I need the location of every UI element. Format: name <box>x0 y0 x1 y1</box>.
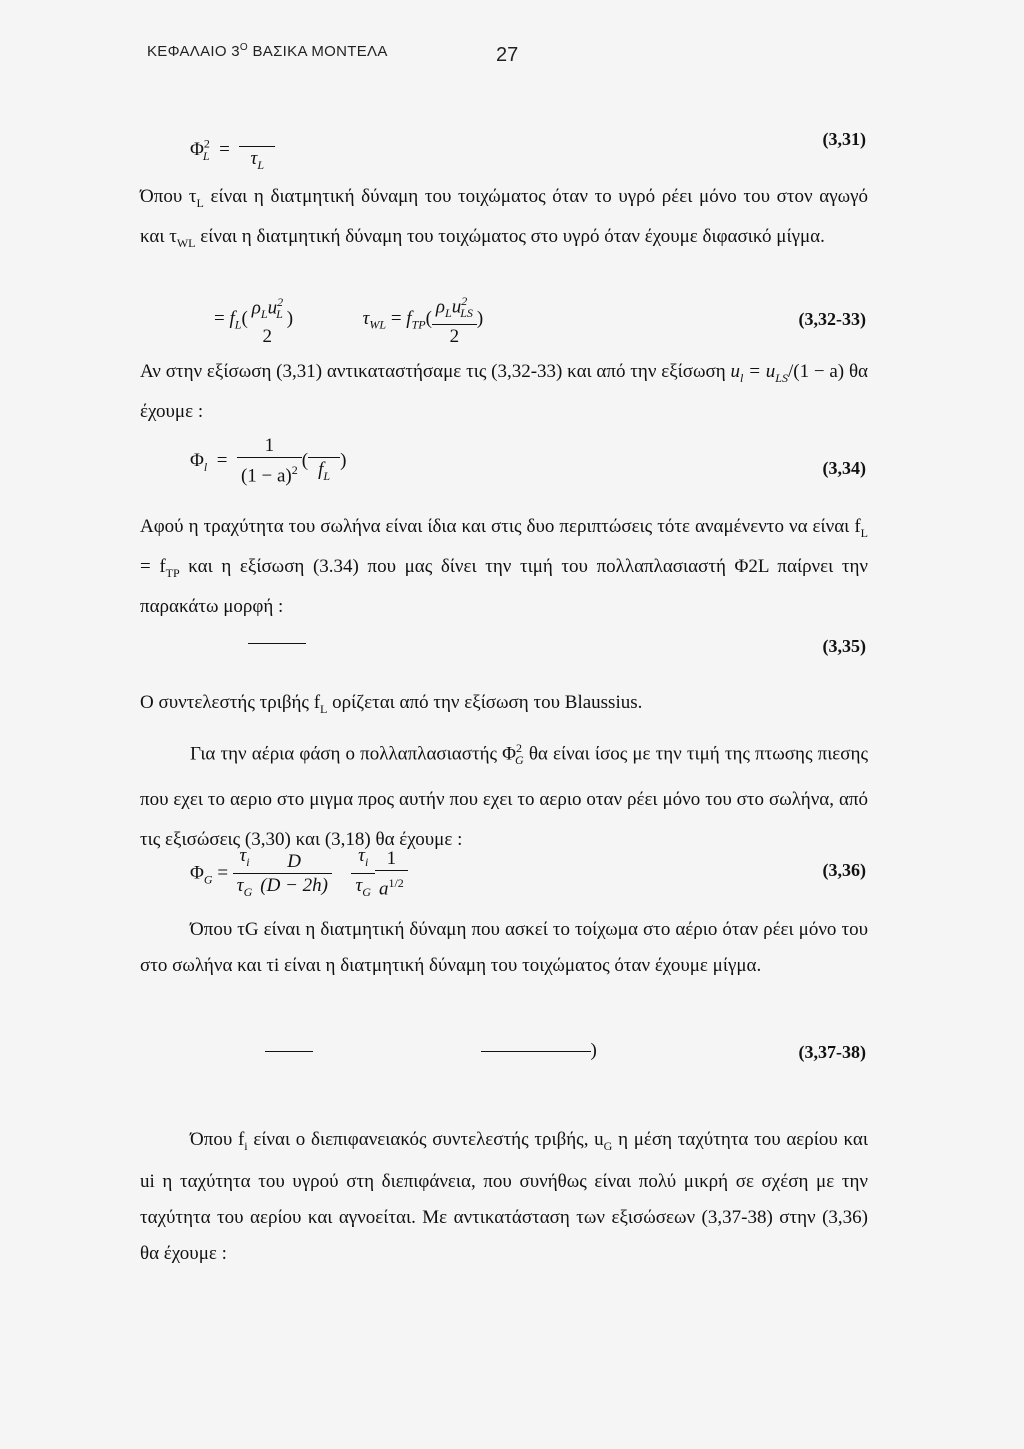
eq336-d2: (D − 2h) <box>260 874 328 896</box>
eq332-rho: ρ <box>251 296 261 318</box>
eq334-lhs: Φ <box>190 450 204 472</box>
eq331-den-sub: L <box>257 157 265 172</box>
eq336-n3: τ <box>358 845 365 866</box>
equation-number: (3,35) <box>822 636 866 656</box>
missing-formula-line <box>265 1051 313 1052</box>
p7-text: Όπου f <box>190 1129 245 1150</box>
eq336-frac4 <box>375 848 408 901</box>
paragraph <box>140 728 868 860</box>
p4-text: ορίζεται από την εξίσωση του Blaussius. <box>327 692 643 713</box>
equation-3-32-33: = $f_L$( $\rho_Lu^2_L$ 2 ) $\tau_{WL} = f_{TP}$( $\frac{\rho_Lu^2_{LS}}{2}$ ) <box>214 290 483 349</box>
paragraph <box>140 686 868 726</box>
eq332-u: u <box>267 296 278 318</box>
eq336-lhs-sub: G <box>203 872 213 887</box>
p5-text: Για την αέρια φάση ο πολλαπλασιαστής <box>190 743 498 765</box>
eq332-f: f <box>229 307 235 329</box>
running-header <box>147 42 388 60</box>
missing-formula-line <box>481 1051 591 1052</box>
equation-3-31: $\Phi^2_L$ = $\tau_L$ <box>190 124 275 177</box>
eq331-lhs-sup: 2 <box>203 136 210 151</box>
eq336-frac3 <box>351 845 374 904</box>
eq336-lhs: Φ <box>190 862 204 884</box>
p7-text: η μέση ταχύτητα του αερίου και ui η ταχύτητα του υγρού στη διεπιφάνεια, που συνήθως είναι πολύ μικρή σε σχέση με την ταχύτητα του αερίου και αγνοείται. Με αντικατάσταση των εξισώσεων (3,37-38) στην (3,36) θα έχουμε : <box>140 1129 868 1264</box>
eq336-frac1 <box>233 845 256 904</box>
eq331-den: τ <box>250 148 258 169</box>
paragraph <box>140 510 868 623</box>
p2-u2: u <box>765 361 776 382</box>
eq332-u-b-sub: LS <box>460 306 473 321</box>
eq332-frac-b <box>432 290 477 349</box>
p7-sub: G <box>603 1138 613 1153</box>
p5-sub: G <box>515 753 524 768</box>
p3-sub: TP <box>165 565 180 580</box>
eq332-u-b: u <box>451 296 462 318</box>
paragraph <box>140 1122 868 1272</box>
eq334-den: (1 − a) <box>240 465 292 487</box>
eq334-f-sub: L <box>323 469 331 484</box>
eq334-frac <box>237 435 302 488</box>
eq332-rho-b-sub: L <box>445 306 452 321</box>
eq336-d1: τ <box>236 874 244 896</box>
eq332-eq-b: = <box>390 307 402 329</box>
p1-text: είναι η διατμητική δύναμη του τοιχώματος στο υγρό όταν έχουμε διφασικό μίγμα. <box>195 225 825 247</box>
equation-number: (3,34) <box>822 458 866 478</box>
p5-symbol: Φ <box>502 743 517 765</box>
eq332-rho-sub: L <box>260 306 268 321</box>
eq332-f-b-sub: TP <box>411 317 426 332</box>
page-number: 27 <box>496 44 519 66</box>
eq334-lhs-sub: l <box>203 459 208 474</box>
eq332-tau: τ <box>362 307 370 329</box>
paragraph <box>140 355 868 428</box>
eq332-tau-sub: WL <box>369 317 387 332</box>
eq336-d4-sup: 1/2 <box>388 875 404 890</box>
eq337-paren: ) <box>590 1040 597 1061</box>
eq336-d1-sub: G <box>243 884 253 899</box>
p2-text: Αν στην εξίσωση (3,31) αντικαταστήσαμε τις (3,32-33) και από την εξίσωση <box>140 361 726 382</box>
eq336-d3: τ <box>355 874 363 896</box>
eq332-u-sup: 2 <box>277 294 284 309</box>
p2-u2-sub: LS <box>775 370 788 385</box>
chapter-sup: Ο <box>239 42 249 53</box>
paragraph <box>140 180 868 260</box>
missing-formula-line <box>248 643 306 644</box>
equation-3-34: $\Phi_l$ = $\frac{1}{(1 - a)^2}$ ( $f_L$ ) <box>190 435 347 487</box>
eq332-den-b: 2 <box>449 326 460 348</box>
eq331-fraction <box>239 124 275 177</box>
equation-number: (3,37-38) <box>798 1042 866 1062</box>
p3-text: και η εξίσωση (3.34) που μας δίνει την τιμή του πολλαπλασιαστή Φ2L παίρνει την παρακάτω μορφή : <box>140 555 868 617</box>
p2-formula <box>730 361 845 385</box>
p3-text: Αφού η τραχύτητα του σωλήνα είναι ίδια και στις δυο περιπτώσεις τότε αναμένεντο να είναι f <box>140 516 861 537</box>
p1-text: είναι η διατμητική δύναμη του τοιχώματος όταν το υγρό ρέει μόνο του στον αγωγό και τ <box>140 186 868 247</box>
p2-u-sub: l <box>740 370 744 385</box>
eq334-num: 1 <box>237 435 302 458</box>
eq334-frac2 <box>308 435 340 488</box>
p1-sub: WL <box>176 235 196 250</box>
eq332-eq: = <box>214 307 225 329</box>
eq332-den: 2 <box>262 325 273 347</box>
eq336-d3-sub: G <box>362 884 371 899</box>
chapter-title: ΒΑΣΙΚΑ ΜΟΝΤΕΛΑ <box>252 43 388 60</box>
p2-eq: = <box>748 361 761 382</box>
p2-u: u <box>730 361 741 382</box>
eq336-n4: 1 <box>375 848 408 871</box>
eq332-rho-b: ρ <box>435 296 446 318</box>
eq336-d4: a <box>378 877 389 899</box>
p7-sub: i <box>244 1138 248 1153</box>
eq334-den-sup: 2 <box>291 463 298 477</box>
p2-rest: /(1 − a) <box>787 361 845 382</box>
eq331-lhs-sub: L <box>202 148 210 163</box>
eq331-lhs: Φ <box>190 138 204 160</box>
equation-3-36: $\Phi_G$ = $\frac{\tau_i}{\tau_G}$ $\frac{D}{(D - 2h)}$ $\frac{\tau_i}{\tau_G}$ $\frac{1}{a^{1/2}}$ <box>190 845 408 904</box>
chapter-label: ΚΕΦΑΛΑΙΟ 3 <box>147 43 240 60</box>
p2-text: θα έχουμε : <box>140 361 868 422</box>
eq332-frac-a <box>248 291 287 349</box>
equation-number: (3,32-33) <box>798 309 866 329</box>
p7-text: είναι ο διεπιφανειακός συντελεστής τριβής, u <box>247 1129 604 1150</box>
p1-sub: L <box>196 195 204 210</box>
equation-3-35 <box>248 632 306 654</box>
eq336-n2: D <box>256 851 332 874</box>
eq332-f-sub: L <box>234 317 242 332</box>
eq332-u-b-sup: 2 <box>461 294 468 308</box>
p1-text: Όπου τ <box>140 186 197 207</box>
eq334-f: f <box>318 459 324 481</box>
p6-text: Όπου τG είναι η διατμητική δύναμη που ασκεί το τοίχωμα στο αέριο όταν ρέει μόνο του στο σωλήνα και τi είναι η διατμητική δύναμη του τοιχώματος όταν έχουμε μίγμα. <box>140 919 868 976</box>
p3-sub: L <box>860 525 868 540</box>
paragraph <box>140 912 868 984</box>
eq336-n3-sub: i <box>364 854 369 869</box>
eq336-frac2 <box>256 851 332 898</box>
equation-3-37-38 <box>265 1040 597 1062</box>
eq336-n1-sub: i <box>246 854 250 869</box>
p3-text: = f <box>140 555 166 577</box>
equation-number: (3,31) <box>822 129 866 149</box>
p5-sup: 2 <box>516 741 523 755</box>
eq332-f-b: f <box>406 307 412 329</box>
p5-text: θα είναι ίσος με την τιμή της πτωσης πιεσης που εχει το αεριο στο μιγμα προς αυτήν που εχει το αεριο οταν ρέει μόνο του στο σωλήνα, από τις εξισώσεις (3,30) και (3,18) θα έχουμε : <box>140 743 868 851</box>
eq332-u-sub: L <box>276 306 283 321</box>
p4-text: Ο συντελεστής τριβής f <box>140 692 321 713</box>
p4-sub: L <box>320 701 328 716</box>
eq336-n1: τ <box>239 845 247 866</box>
equation-number: (3,36) <box>822 860 866 880</box>
